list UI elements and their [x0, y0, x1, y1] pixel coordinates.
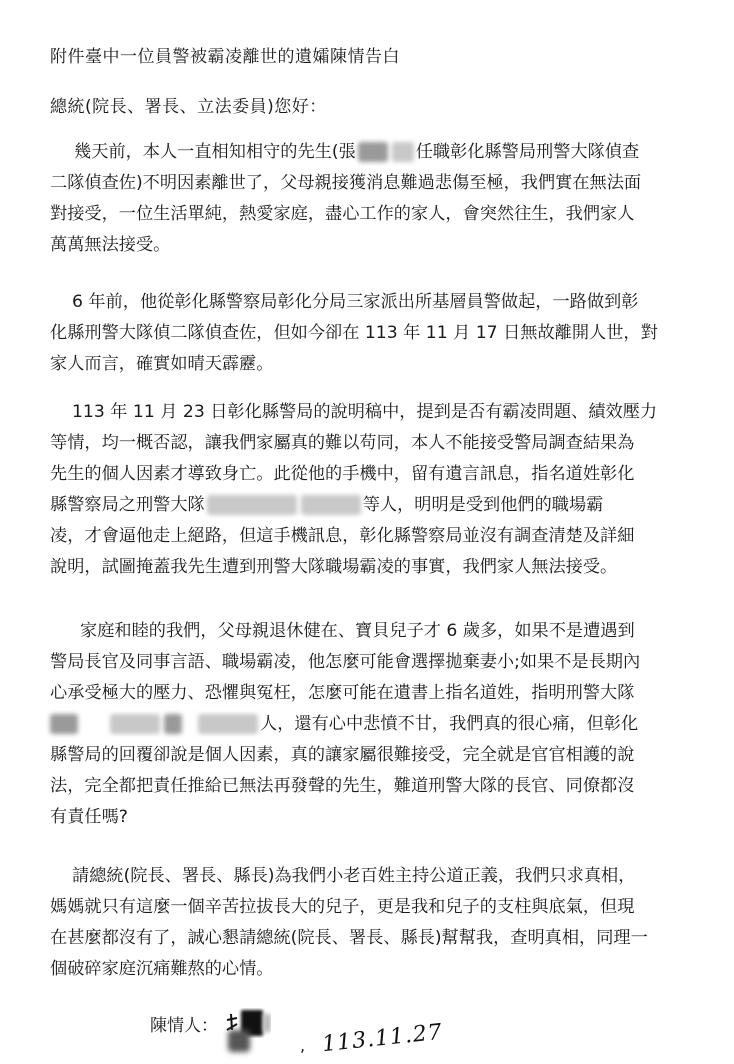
paragraph-1: [50, 137, 690, 261]
redacted-mark: [228, 1030, 250, 1052]
redacted-name: [198, 714, 258, 734]
salutation: 總統(院長、署長、立法委員)您好：: [50, 97, 327, 117]
petitioner-label: 陳情人：: [150, 1015, 218, 1036]
signature-row: [150, 1008, 271, 1038]
text-segment: 人，還有心中悲憤不甘，我們真的很心痛，但彰化: [260, 714, 639, 734]
redacted-name: [110, 714, 160, 734]
text-line: 有責任嗎?: [50, 807, 128, 827]
redacted-name: [164, 714, 182, 734]
text-segment: 等人，明明是受到他們的職場霸: [362, 495, 604, 515]
text-line: 二隊偵查佐)不明因素離世了，父母親接獲消息難過悲傷至極，我們實在無法面: [50, 173, 642, 193]
text-line: 113 年 11 月 23 日彰化縣警局的說明稿中，提到是否有霸凌問題、績效壓力: [72, 402, 658, 422]
text-line: [50, 709, 690, 740]
paragraph-5: [50, 861, 690, 985]
text-line: 凌，才會逼他走上絕路，但這手機訊息，彰化縣警察局並沒有調查清楚及詳細: [50, 526, 635, 546]
text-line: 法，完全都把責任推給已無法再發聲的先生，難道刑警大隊的長官、同僚都沒: [50, 776, 635, 796]
document-title: 附件臺中一位員警被霸凌離世的遺孀陳情告白: [50, 47, 400, 67]
text-line: 說明，試圖掩蓋我先生遭到刑警大隊職場霸凌的事實，我們家人無法接受。: [50, 557, 618, 577]
text-segment: 幾天前，本人一直相知相守的先生(張: [74, 142, 356, 162]
text-segment: 縣警察局之刑警大隊: [50, 495, 205, 515]
redacted-name: [358, 142, 388, 162]
text-line: 個破碎家庭沉痛難熬的心情。: [50, 959, 274, 979]
redacted-name: [207, 495, 297, 515]
text-line: 請總統(院長、署長、縣長)為我們小老百姓主持公道正義，我們只求真相，: [72, 866, 636, 886]
text-line: 家庭和睦的我們，父母親退休健在、寶貝兒子才 6 歲多，如果不是遭遇到: [80, 621, 635, 641]
text-line: 6 年前，他從彰化縣警察局彰化分局三家派出所基層員警做起，一路做到彰: [72, 292, 639, 312]
text-line: 等情，均一概否認，讓我們家屬真的難以苟同，本人不能接受警局調查結果為: [50, 433, 635, 453]
paragraph-4: [50, 616, 690, 833]
text-line: 心承受極大的壓力、恐懼與冤枉，怎麼可能在遺書上指名道姓，指明刑警大隊: [50, 683, 635, 703]
paragraph-2: [50, 287, 690, 380]
signature-date: 113.11.27: [321, 1019, 444, 1058]
paragraph-3: [50, 397, 690, 583]
redacted-name: [392, 142, 414, 162]
text-line: 對接受，一位生活單純，熱愛家庭，盡心工作的家人，會突然往生，我們家人: [50, 204, 635, 224]
text-line: 縣警局的回覆卻說是個人因素，真的讓家屬很難接受，完全就是官官相護的說: [50, 745, 635, 765]
text-line: [50, 137, 690, 168]
text-line: 先生的個人因素才導致身亡。此從他的手機中，留有遺言訊息，指名道姓彰化: [50, 464, 635, 484]
redacted-name: [301, 495, 361, 515]
text-line: 警局長官及同事言語、職場霸凌，他怎麼可能會選擇拋棄妻小;如果不是長期內: [50, 652, 641, 672]
text-line: 媽媽就只有這麼一個辛苦拉拔長大的兒子，更是我和兒子的支柱與底氣，但現: [50, 897, 635, 917]
redacted-name: [50, 714, 78, 734]
text-segment: 任職彰化縣警局刑警大隊偵查: [415, 142, 640, 162]
text-line: 家人而言，確實如晴天霹靂。: [50, 354, 274, 374]
text-line: 在甚麼都沒有了，誠心懇請總統(院長、署長、縣長)幫幫我，查明真相，同理一: [50, 928, 648, 948]
signature-comma: ,: [300, 1036, 306, 1055]
text-line: [50, 490, 690, 521]
text-line: 萬萬無法接受。: [50, 235, 171, 255]
text-line: 化縣刑警大隊偵二隊偵查佐，但如今卻在 113 年 11 月 17 日無故離開人世，對: [50, 323, 658, 343]
